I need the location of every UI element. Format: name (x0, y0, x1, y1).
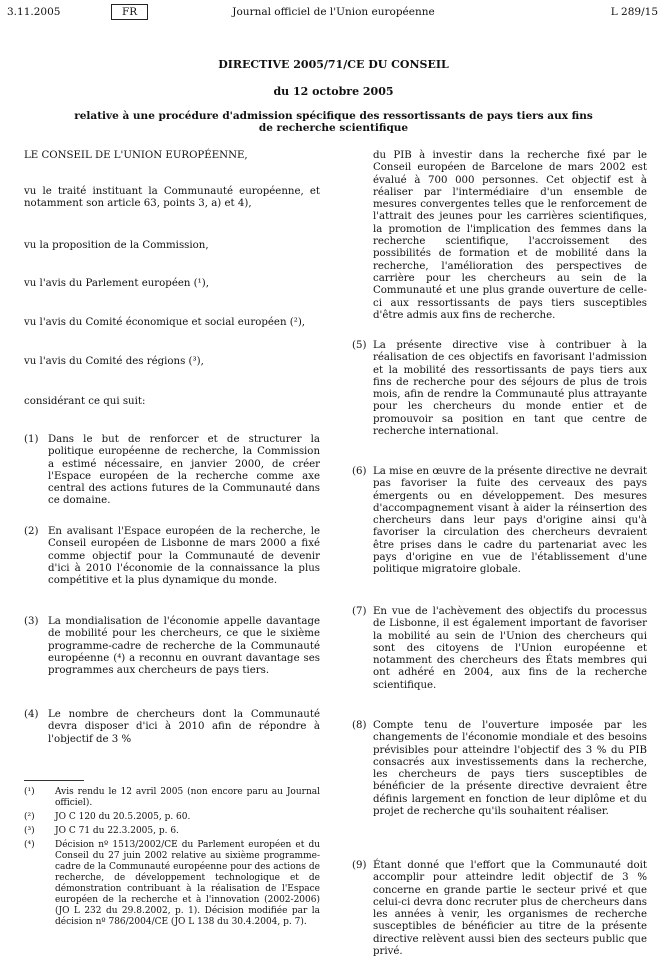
recital-number: (1) (24, 434, 39, 445)
recital-number: (7) (352, 606, 367, 617)
recital-4-continuation: du PIB à investir dans la recherche fixé par le Conseil européen de Barcelone de mars 2002 est évalué à 700 000 personnes. Cet objectif est à réaliser par l'intermédiaire d'un ensemble de mesures convergentes telles que le renforcement de l'attrait des jeunes pour les carrières scientifiques, la promotion de l'implication des femmes dans la recherche scientifique, l'accroissement des possibilités de formation et de mobilité dans la recherche, l'amélioration des perspectives de carrière pour les chercheurs au sein de la Communauté et une plus grande ouverture de celle-ci aux ressortissants de pays tiers susceptibles d'être admis aux fins de recherche. (373, 150, 647, 321)
considering-heading: considérant ce qui suit: (24, 396, 146, 407)
recital-text: En avalisant l'Espace européen de la recherche, le Conseil européen de Lisbonne de mars 2000 a fixé comme objectif pour la Communauté de devenir d'ici à 2010 l'économie de la connaissance la plus compétitive et la plus dynamique du monde. (48, 526, 320, 587)
footnote-text: JO C 71 du 22.3.2005, p. 6. (55, 826, 179, 836)
footnote-number: (²) (24, 812, 35, 822)
recital-text: La mondialisation de l'économie appelle davantage de mobilité pour les chercheurs, ce que le sixième programme-cadre de recherche de la Communauté européenne (⁴) a reconnu en ouvrant davantage ses programmes aux chercheurs de pays tiers. (48, 616, 320, 677)
footnote-number: (¹) (24, 787, 35, 797)
document-title-block (0, 58, 667, 134)
recital-8 (352, 720, 647, 820)
recital-number: (5) (352, 340, 367, 351)
recital-2 (24, 526, 320, 588)
directive-date: du 12 octobre 2005 (273, 85, 394, 98)
recital-4 (24, 709, 320, 745)
recital-7 (352, 606, 647, 691)
recital-6 (352, 466, 647, 576)
footnote-number: (⁴) (24, 840, 35, 850)
visa-regions: vu l'avis du Comité des régions (³), (24, 356, 204, 367)
footnote-text: JO C 120 du 20.5.2005, p. 60. (55, 812, 191, 822)
visa-treaty: vu le traité instituant la Communauté européenne, et notamment son article 63, points 3, a) et 4), (24, 186, 320, 210)
recital-number: (2) (24, 526, 39, 537)
recital-1 (24, 434, 320, 507)
left-column (24, 150, 320, 770)
recital-text: Le nombre de chercheurs dont la Communauté devra disposer d'ici à 2010 afin de répondre à l'objectif de 3 % (48, 709, 320, 745)
recital-text: Dans le but de renforcer et de structurer la politique européenne de recherche, la Commission a estimé nécessaire, en janvier 2000, de créer l'Espace européen de la recherche comme axe central des actions futures de la Communauté dans ce domaine. (48, 434, 320, 507)
council-heading: LE CONSEIL DE L'UNION EUROPÉENNE, (24, 150, 248, 161)
recital-text: La présente directive vise à contribuer à la réalisation de ces objectifs en favorisant l'admission et la mobilité des ressortissants de pays tiers aux fins de recherche pour des séjours de plus de trois mois, afin de rendre la Communauté plus attrayante pour les chercheurs du monde entier et de promouvoir sa position en tant que centre de recherche international. (373, 340, 647, 438)
footnote-4 (24, 840, 320, 950)
recital-number: (9) (352, 860, 367, 871)
journal-title: Journal officiel de l'Union européenne (232, 6, 435, 18)
recital-number: (3) (24, 616, 39, 627)
language-badge: FR (111, 4, 148, 20)
recital-number: (4) (24, 709, 39, 720)
footnote-number: (³) (24, 826, 35, 836)
footnote-separator (24, 780, 84, 781)
recital-number: (6) (352, 466, 367, 477)
visa-commission: vu la proposition de la Commission, (24, 240, 209, 251)
recital-5 (352, 340, 647, 438)
recital-text: Compte tenu de l'ouverture imposée par les changements de l'économie mondiale et des besoins prévisibles pour atteindre l'objectif des 3 % du PIB consacrés aux investissements dans la recherche, les chercheurs de pays tiers susceptibles de bénéficier de la présente directive devraient être définis largement en fonction de leur diplôme et du projet de recherche qu'ils souhaitent réaliser. (373, 720, 647, 818)
recital-text: La mise en œuvre de la présente directive ne devrait pas favoriser la fuite des cerveaux des pays émergents ou en développement. Des mesures d'accompagnement visant à aider la réinsertion des chercheurs dans leur pays d'origine ainsi qu'à favoriser la circulation des chercheurs devraient être prises dans le cadre du partenariat avec les pays d'origine en vue de l'établissement d'une politique migratoire globale. (373, 466, 647, 576)
page-header (0, 4, 667, 22)
directive-title: DIRECTIVE 2005/71/CE DU CONSEIL (218, 58, 449, 71)
recital-text: En vue de l'achèvement des objectifs du processus de Lisbonne, il est également important de favoriser la mobilité au sein de l'Union des chercheurs qui sont des citoyens de l'Union européenne et notamment des chercheurs des États membres qui ont adhéré en 2004, aux fins de la recherche scientifique. (373, 606, 647, 691)
recital-3 (24, 616, 320, 678)
footnote-text: Avis rendu le 12 avril 2005 (non encore paru au Journal officiel). (55, 787, 320, 808)
recital-9 (352, 860, 647, 958)
header-date: 3.11.2005 (7, 6, 61, 18)
footnote-1 (24, 787, 320, 809)
recital-text: Étant donné que l'effort que la Communauté doit accomplir pour atteindre ledit objectif de 3 % concerne en grande partie le secteur privé et que celui-ci devra donc recruter plus de chercheurs dans les années à venir, les organismes de recherche susceptibles de bénéficier au titre de la présente directive relèvent aussi bien des secteurs public que privé. (373, 860, 647, 958)
footnote-text: Décision nº 1513/2002/CE du Parlement européen et du Conseil du 27 juin 2002 relative au sixième programme-cadre de la Communauté européenne pour des actions de recherche, de développement technologique et de démonstration contribuant à la réalisation de l'Espace européen de la recherche et à l'innovation (2002-2006) (JO L 232 du 29.8.2002, p. 1). Décision modifiée par la décision nº 786/2004/CE (JO L 138 du 30.4.2004, p. 7). (55, 840, 320, 927)
visa-esc: vu l'avis du Comité économique et social européen (²), (24, 317, 306, 328)
directive-subject: relative à une procédure d'admission spécifique des ressortissants de pays tiers aux fins de recherche scientifique (74, 110, 593, 134)
right-column (352, 150, 647, 958)
footnote-2 (24, 812, 320, 823)
recital-number: (8) (352, 720, 367, 731)
page-reference: L 289/15 (610, 6, 658, 18)
footnote-3 (24, 826, 320, 837)
visa-parliament: vu l'avis du Parlement européen (¹), (24, 278, 209, 289)
